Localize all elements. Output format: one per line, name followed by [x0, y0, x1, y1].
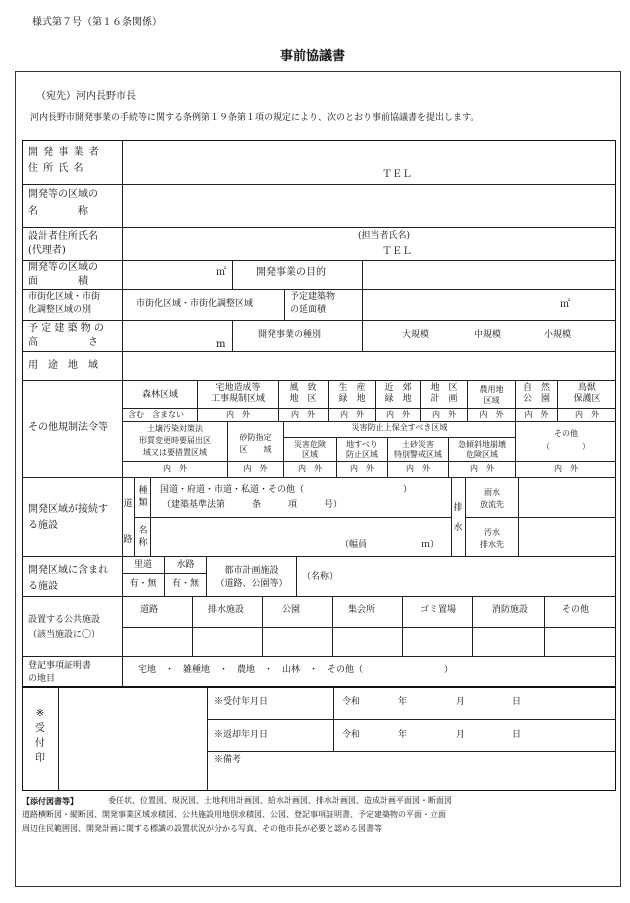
returned-era: 令和: [342, 730, 361, 740]
returned-month: 月: [456, 730, 466, 740]
reg-takuzo-b: 工事規制区域: [210, 394, 265, 404]
office-table: [22, 687, 616, 791]
received-month: 月: [456, 697, 466, 707]
area-label-1: 開発等の区域の: [28, 262, 98, 273]
connecting-name: 名 称: [138, 526, 148, 548]
designer-label-2: (代理者): [28, 245, 66, 256]
height-label-1: 予 定 建 築 物 の: [28, 323, 104, 334]
reg-disaster-2: 地すべり 防止区域: [346, 440, 378, 459]
reg-chiku: 地 区 計 画: [430, 383, 458, 404]
reg-shizen: 自 然 公 園: [522, 383, 550, 404]
reg-inout-4: 内 外: [386, 410, 410, 419]
office-remarks: ※備考: [214, 755, 242, 765]
reg-noyochi: 農用地 区域: [479, 385, 504, 405]
stamp-char-3: 印: [35, 753, 45, 764]
reg-disaster-3: 土砂災害 特別警戒区域: [394, 440, 442, 459]
public-fac-drain: 排水施設: [208, 605, 245, 615]
height-label-2: 高 さ: [28, 337, 98, 348]
reg-inout-14: 内 外: [470, 464, 494, 473]
reg-forest: 森林区域: [141, 390, 178, 400]
designer-tel: ＴＥＬ: [382, 246, 412, 257]
attachments-line-3: 周辺住民範囲図、開発計画に関する標識の設置状況が分かる写真、その他市長が必要と認める図書等: [22, 824, 382, 833]
connecting-width: （幅員 ｍ）: [340, 540, 440, 550]
area-label-2: 面 積: [28, 276, 88, 287]
reg-inout-7: 内 外: [524, 410, 549, 419]
public-fac-fire: 消防施設: [492, 605, 529, 615]
area-unit: ㎡: [216, 267, 226, 278]
zoning-value: 市街化区域・市街化調整区域: [136, 299, 254, 309]
reg-inout-5: 内 外: [432, 410, 456, 419]
reg-inout-12: 内 外: [350, 464, 374, 473]
stamp-mark: ※: [35, 708, 45, 719]
applicant-label-2: 住 所 氏 名: [28, 163, 85, 174]
floor-label-1: 予定建築物: [290, 292, 336, 302]
reg-forest-incl: 含む 含まない: [128, 410, 184, 419]
height-unit: m: [216, 339, 226, 350]
zoning-label-2: 化調整区域の別: [28, 305, 92, 315]
connecting-drain: 排 水: [453, 503, 463, 533]
reg-seisan: 生 産 緑 地: [338, 383, 366, 404]
area-name-label-1: 開発等の区域の: [28, 189, 98, 200]
reg-chōju: 鳥獣 保護区: [573, 383, 601, 404]
type-small: 小規模: [544, 330, 572, 340]
contained-name: （名称）: [302, 572, 339, 582]
reg-inout-11: 内 外: [298, 464, 322, 473]
reg-inout-9: 内 外: [163, 464, 187, 473]
reg-disaster-4: 急傾斜地崩壊 危険区域: [458, 440, 506, 459]
attachments-line-2: 道路横断図・縦断図、開発事業区域求積図、公共施設用地別求積図、公図、登記事項証明書、予定建築物の平面・立面: [22, 810, 446, 819]
reg-other-paren: （ ）: [542, 442, 590, 451]
purpose-label: 開発事業の目的: [256, 267, 326, 278]
public-fac-hall: 集会所: [348, 605, 376, 615]
received-day: 日: [512, 697, 522, 707]
reg-takuzo-a: 宅地造成等: [215, 383, 261, 393]
reg-disaster-header: 災害防止上保全すべき区域: [351, 423, 448, 432]
floor-label-2: の延面積: [290, 305, 327, 315]
connecting-types: 国道・府道・市道・私道・その他（ ）: [160, 485, 413, 495]
reg-inout-8: 内 外: [575, 410, 599, 419]
reg-soil: 土壌汚染対策法 形質変更時要届出区 域又は要措置区域: [139, 424, 211, 457]
reg-inout-2: 内 外: [291, 410, 315, 419]
land-use-label: 用 途 地 域: [28, 360, 98, 371]
applicant-tel: ＴＥＬ: [382, 169, 412, 180]
public-fac-garbage: ゴミ置場: [420, 605, 457, 615]
reg-inout-3: 内 外: [340, 410, 364, 419]
reg-disaster-1: 災害危険 区域: [294, 440, 326, 459]
attachments-head: 【添付図書等】: [22, 796, 78, 806]
public-fac-park: 公園: [282, 605, 301, 615]
received-year: 年: [398, 697, 408, 707]
received-era: 令和: [342, 697, 361, 707]
reg-sabo: 砂防指定 区 域: [239, 433, 272, 454]
reg-other: その他: [554, 429, 578, 438]
stamp-char-2: 付: [35, 738, 45, 749]
public-fac-label: 設置する公共施設 （該当施設に〇）: [28, 615, 101, 640]
attachments-line-1: 委任状、位置図、現況図、土地利用計画図、給水計画図、排水計画図、造成計画平面図・断面図: [108, 796, 452, 805]
reg-takuzo: [198, 383, 278, 405]
contained-urban: 都市計画施設 （道路、公園等）: [215, 566, 288, 589]
reg-inout-13: 内 外: [406, 464, 430, 473]
floor-unit: ㎡: [560, 299, 570, 310]
contained-suiro: 水路: [176, 560, 195, 570]
zoning-label-1: 市街化区域・市街: [28, 292, 101, 302]
returned-year: 年: [398, 730, 408, 740]
contained-suiro-yesno: 有・無: [171, 579, 199, 589]
reg-fuchi: 風 致 地 区: [289, 383, 317, 404]
other-reg-label: その他規制法令等: [28, 422, 108, 433]
public-fac-other: その他: [562, 605, 590, 615]
registry-value: 宅地 ・ 雑種地 ・ 農地 ・ 山林 ・ その他（ ）: [138, 665, 454, 675]
designer-contact: (担当者氏名): [358, 231, 411, 241]
returned-day: 日: [512, 730, 522, 740]
type-large: 大規模: [402, 330, 430, 340]
contained-satomichi-yesno: 有・無: [129, 579, 157, 589]
public-fac-road: 道路: [140, 605, 159, 615]
reg-inout-10: 内 外: [243, 464, 268, 473]
type-label: 開発事業の種別: [258, 330, 322, 340]
form-number: 様式第７号（第１６条関係）: [32, 17, 162, 28]
type-medium: 中規模: [474, 330, 502, 340]
connecting-rain: 雨水 放流先: [480, 488, 504, 509]
applicant-label-1: 開 発 事 業 者: [28, 147, 100, 158]
intro-text: 河内長野市開発事業の手続等に関する条例第１９条第１項の規定により、次のとおり事前協議書を提出します。: [30, 113, 480, 123]
office-received: ※受付年月日: [214, 697, 269, 707]
connecting-road: 道 路: [123, 499, 133, 545]
reg-inout-1: 内 外: [226, 410, 250, 419]
reg-kinko: 近 郊 緑 地: [384, 383, 412, 404]
reg-inout-15: 内 外: [554, 464, 578, 473]
connecting-sewage: 汚水 排水先: [480, 528, 504, 549]
designer-label-1: 設計者住所氏名: [28, 231, 98, 242]
connecting-kind: 種 類: [138, 486, 148, 508]
office-returned: ※返却年月日: [214, 730, 269, 740]
contained-label: 開発区域に含まれ る施設: [28, 565, 108, 592]
area-name-label-2: 名 称: [28, 206, 88, 217]
reg-inout-6: 内 外: [479, 410, 504, 419]
contained-satomichi: 里道: [133, 560, 152, 570]
connecting-std: （建築基準法第 条 項 号）: [162, 500, 343, 510]
stamp-char-1: 受: [35, 723, 45, 734]
registry-label: 登記事項証明書 の地目: [28, 661, 92, 684]
connecting-label: 開発区域が接続す る施設: [28, 504, 108, 531]
addressee: （宛先）河内長野市長: [36, 91, 136, 102]
page-title: 事前協議書: [280, 49, 346, 64]
